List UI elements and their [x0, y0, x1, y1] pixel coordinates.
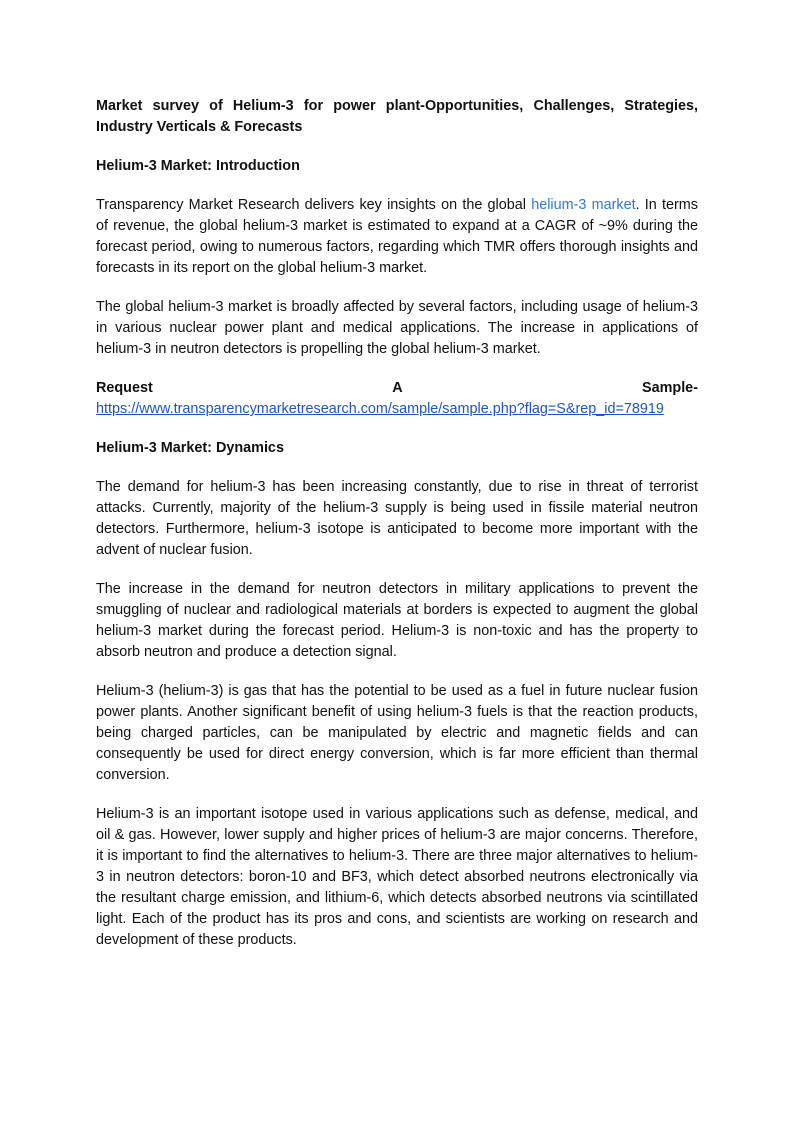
request-word: Request — [96, 380, 153, 396]
dynamics-paragraph-3: Helium-3 (helium-3) is gas that has the potential to be used as a fuel in future nuclear fusion power plants. Another significant benefit of using helium-3 fuels is that the reaction products, being charged particles, can be manipulated by electric and magnetic fields and can consequently be used for direct energy conversion, which is far more efficient than thermal conversion. — [96, 683, 698, 783]
intro-paragraph-1 — [96, 195, 698, 279]
intro-paragraph-2: The global helium-3 market is broadly affected by several factors, including usage of helium-3 in various nuclear power plant and medical applications. The increase in applications of helium-3 in neutron detectors is propelling the global helium-3 market. — [96, 299, 698, 357]
request-sample-word: Sample- — [642, 380, 698, 396]
intro-heading: Helium-3 Market: Introduction — [96, 158, 300, 174]
request-sample-block — [96, 378, 698, 420]
intro-p1-text-after: . In terms of revenue, the global helium-3 market is estimated to expand at a CAGR of ~9% during the forecast period, owing to numerous factors, regarding which TMR offers thorough insights and forecasts in its report on the global helium-3 market. — [96, 197, 698, 276]
request-sample-link[interactable]: https://www.transparencymarketresearch.com/sample/sample.php?flag=S&rep_id=78919 — [96, 401, 664, 417]
helium-3-market-link[interactable]: helium-3 market — [531, 197, 636, 213]
request-a-word: A — [392, 380, 403, 396]
dynamics-paragraph-4: Helium-3 is an important isotope used in various applications such as defense, medical, and oil & gas. However, lower supply and higher prices of helium-3 are major concerns. Therefore, it is important to find the alternatives to helium-3. There are three major alternatives to helium-3 in neutron detectors: boron-10 and BF3, which detect absorbed neutrons electronically via the resultant charge emission, and lithium-6, which detects absorbed neutrons via scintillated light. Each of the product has its pros and cons, and scientists are working on research and development of these products. — [96, 806, 698, 948]
document-page — [96, 96, 698, 969]
intro-p1-text-before: Transparency Market Research delivers key insights on the global — [96, 197, 532, 213]
request-sample-label — [96, 378, 698, 399]
dynamics-paragraph-2: The increase in the demand for neutron detectors in military applications to prevent the smuggling of nuclear and radiological materials at borders is expected to augment the global helium-3 market during the forecast period. Helium-3 is non-toxic and has the property to absorb neutron and produce a detection signal. — [96, 581, 698, 660]
dynamics-heading: Helium-3 Market: Dynamics — [96, 440, 284, 456]
dynamics-paragraph-1: The demand for helium-3 has been increasing constantly, due to rise in threat of terrorist attacks. Currently, majority of the helium-3 supply is being used in fissile material neutron detectors. Furthermore, helium-3 isotope is anticipated to become more important with the advent of nuclear fusion. — [96, 479, 698, 558]
document-title: Market survey of Helium-3 for power plant-Opportunities, Challenges, Strategies, Industry Verticals & Forecasts — [96, 98, 698, 135]
